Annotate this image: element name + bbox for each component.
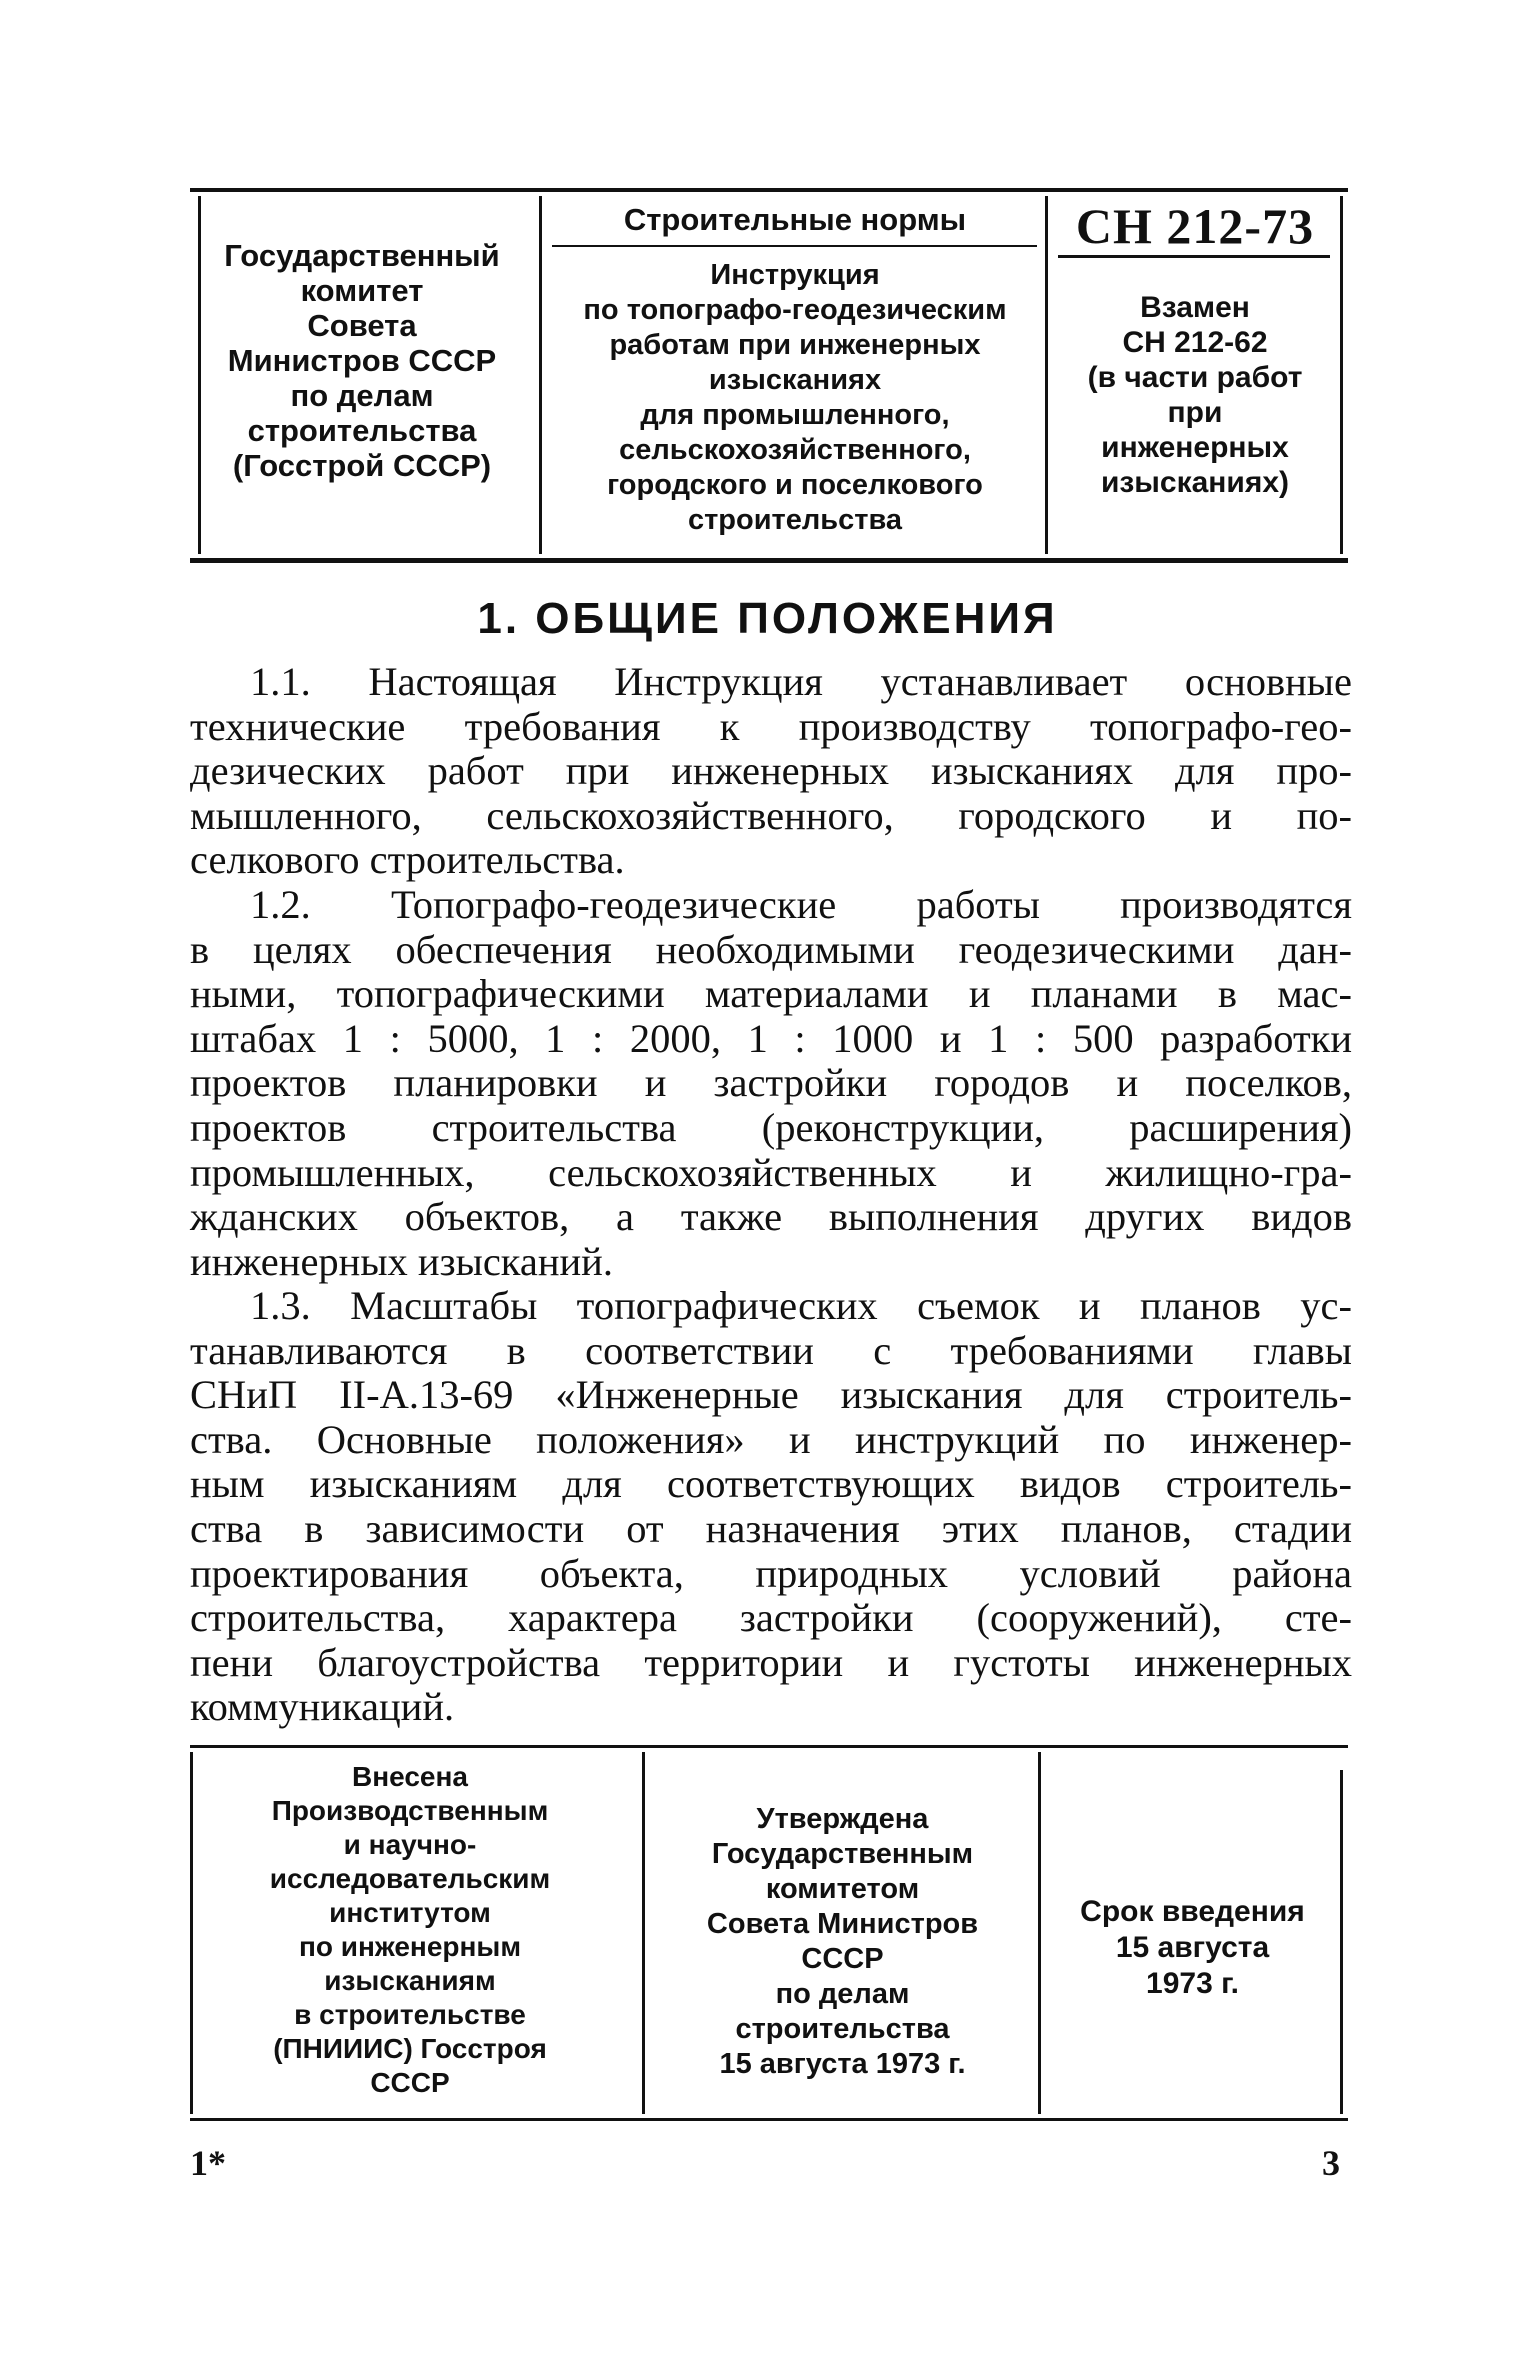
paragraph-line: пени благоустройства территории и густоты инженерных: [190, 1639, 1352, 1685]
approved-by: [645, 1802, 1040, 2082]
paragraph-line: СНиП II-А.13-69 «Инженерные изыскания для строитель-: [190, 1372, 1352, 1418]
approved-by-line: СССР: [801, 1943, 884, 1975]
paragraph-line: ства. Основные положения» и инструкций по инженер-: [190, 1416, 1352, 1462]
effective-date-line: 15 августа: [1115, 1931, 1270, 1964]
approved-by-line: Совета Министров: [706, 1908, 979, 1940]
header-top-rule: [190, 188, 1348, 192]
paragraph-line: мышленного, сельскохозяйственного, городского и по-: [190, 792, 1352, 838]
paragraph-line: ным изысканиям для соответствующих видов строитель-: [190, 1461, 1352, 1507]
introduced-by-line: исследовательским: [269, 1863, 551, 1894]
introduced-by-line: Внесена: [352, 1761, 468, 1792]
paragraph-line: инженерных изысканий.: [190, 1238, 613, 1284]
introduced-by-line: Производственным: [271, 1795, 549, 1826]
paragraph-line: 1.2. Топографо-геодезические работы производятся: [250, 882, 1352, 927]
header-right-border: [1340, 196, 1343, 554]
approved-by-line: строительства: [735, 2013, 950, 2045]
paragraph-line: ными, топографическими материалами и планами в мас-: [190, 971, 1352, 1017]
document-title-line: изысканиях: [708, 364, 882, 396]
document-title-line: по топографо-геодезическим: [583, 294, 1007, 326]
document-code: СН 212-73: [1075, 198, 1315, 254]
paragraph-line: в целях обеспечения необходимыми геодезическими дан-: [190, 926, 1352, 972]
document-title-line: сельскохозяйственного,: [619, 434, 971, 466]
header-divider-1: [539, 196, 542, 554]
effective-date: [1040, 1894, 1345, 2002]
paragraph-line: проектов строительства (реконструкции, расширения): [190, 1104, 1352, 1150]
paragraph-1-2: [190, 883, 1352, 1284]
paragraph-line: технические требования к производству топографо-гео-: [190, 703, 1352, 749]
paragraph-line: строительства, характера застройки (сооружений), сте-: [190, 1595, 1352, 1641]
approved-by-line: Государственным: [711, 1838, 974, 1870]
approved-by-line: Утверждена: [756, 1803, 929, 1835]
issuing-committee-line: комитет: [300, 273, 424, 308]
paragraph-line: коммуникаций.: [190, 1684, 455, 1730]
document-title: [545, 258, 1045, 538]
approved-by-line: по делам: [775, 1978, 910, 2010]
paragraph-line: селкового строительства.: [190, 837, 625, 883]
paragraph-1-3: [190, 1284, 1352, 1730]
replaces-note-line: изысканиях): [1100, 466, 1290, 499]
paragraph-line: промышленных, сельскохозяйственных и жилищно-гра-: [190, 1149, 1352, 1195]
approved-by-line: 15 августа 1973 г.: [719, 2048, 966, 2080]
introduced-by-line: и научно-: [343, 1829, 477, 1860]
paragraph-line: 1.1. Настоящая Инструкция устанавливает основные: [250, 659, 1352, 704]
document-title-line: для промышленного,: [640, 399, 950, 431]
replaces-note-line: (в части работ: [1087, 361, 1303, 394]
footer-bottom-rule: [190, 2118, 1348, 2121]
footer-top-rule: [190, 1745, 1348, 1748]
paragraph-line: танавливаются в соответствии с требованиями главы: [190, 1327, 1352, 1373]
document-title-line: Инструкция: [710, 259, 880, 291]
introduced-by: [190, 1760, 630, 2100]
issuing-committee-line: строительства: [247, 413, 477, 448]
document-title-line: работам при инженерных: [609, 329, 981, 361]
paragraph-line: штабах 1 : 5000, 1 : 2000, 1 : 1000 и 1 : 500 разработки: [190, 1015, 1352, 1061]
section-title: 1. ОБЩИЕ ПОЛОЖЕНИЯ: [477, 594, 1058, 643]
paragraph-line: проектирования объекта, природных условий района: [190, 1550, 1352, 1596]
replaces-note: [1050, 290, 1340, 500]
introduced-by-line: по инженерным: [298, 1931, 522, 1962]
replaces-note-line: СН 212-62: [1122, 326, 1268, 359]
signature-mark: 1*: [190, 2143, 226, 2183]
paragraph-line: дезических работ при инженерных изысканиях для про-: [190, 748, 1352, 794]
header-bottom-rule: [190, 558, 1348, 563]
approved-by-line: комитетом: [765, 1873, 920, 1905]
issuing-committee-line: Государственный: [224, 238, 500, 273]
replaces-note-line: Взамен: [1140, 291, 1250, 324]
introduced-by-line: изысканиям: [324, 1965, 496, 1996]
issuing-committee-line: Министров СССР: [227, 343, 497, 378]
norms-heading: Строительные нормы: [623, 202, 967, 237]
effective-date-line: Срок введения: [1080, 1895, 1305, 1928]
paragraph-line: проектов планировки и застройки городов и поселков,: [190, 1060, 1352, 1106]
paragraph-1-1: [190, 660, 1352, 883]
introduced-by-line: (ПНИИИС) Госстроя: [273, 2033, 547, 2064]
introduced-by-line: в строительстве: [294, 1999, 526, 2030]
issuing-committee-line: по делам: [290, 378, 434, 413]
effective-date-line: 1973 г.: [1146, 1967, 1239, 2000]
introduced-by-line: институтом: [329, 1897, 491, 1928]
issuing-committee: [192, 238, 532, 483]
paragraph-line: жданских объектов, а также выполнения других видов: [190, 1194, 1352, 1240]
header-divider-2: [1045, 196, 1048, 554]
header-middle-heading-rule: [552, 245, 1037, 247]
paragraph-line: ства в зависимости от назначения этих планов, стадии: [190, 1505, 1352, 1551]
document-title-line: городского и поселкового: [607, 469, 983, 501]
paragraph-line: 1.3. Масштабы топографических съемок и планов ус-: [250, 1283, 1352, 1328]
replaces-note-line: при: [1167, 396, 1223, 429]
page-number: 3: [1322, 2143, 1340, 2183]
issuing-committee-line: Совета: [307, 308, 417, 343]
document-title-line: строительства: [687, 504, 903, 536]
replaces-note-line: инженерных: [1101, 431, 1289, 464]
issuing-committee-line: (Госстрой СССР): [232, 448, 492, 483]
introduced-by-line: СССР: [370, 2067, 450, 2098]
